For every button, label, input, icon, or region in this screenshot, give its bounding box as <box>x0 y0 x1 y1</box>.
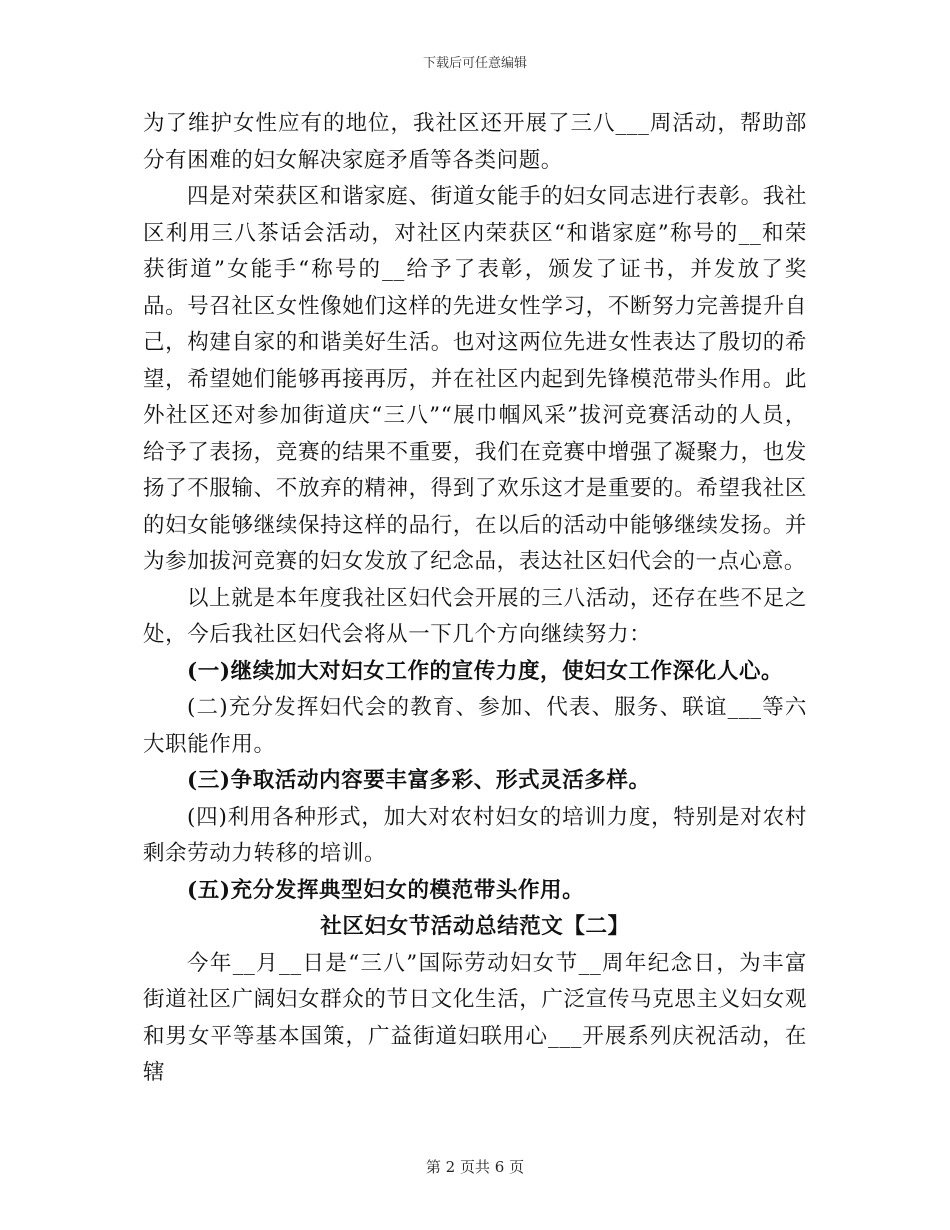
list-item-bold: (一)继续加大对妇女工作的宣传力度，使妇女工作深化人心。 <box>187 658 784 684</box>
list-item: (四)利用各种形式，加大对农村妇女的培训力度，特别是对农村剩余劳动力转移的培训。 <box>143 804 807 866</box>
paragraph: 今年__月__日是“三八”国际劳动妇女节__周年纪念日，为丰富街道社区广阔妇女群众的节日文化生活，广泛宣传马克思主义妇女观和男女平等基本国策，广益街道妇联用心___开展系列庆祝活动，在辖 <box>143 950 807 1085</box>
paragraph: 为了维护女性应有的地位，我社区还开展了三八___周活动，帮助部分有困难的妇女解决家庭矛盾等各类问题。 <box>143 111 807 173</box>
list-item: (二)充分发挥妇代会的教育、参加、代表、服务、联谊___等六大职能作用。 <box>143 695 807 757</box>
list-item-bold: (五)充分发挥典型妇女的模范带头作用。 <box>187 877 585 903</box>
document-body <box>143 106 807 1092</box>
page-footer: 第 2 页共 6 页 <box>425 1158 525 1176</box>
paragraph: 以上就是本年度我社区妇代会开展的三八活动，还存在些不足之处，今后我社区妇代会将从一下几个方向继续努力： <box>143 585 807 647</box>
page-header: 下载后可任意编辑 <box>422 56 527 71</box>
section-title: 社区妇女节活动总结范文【二】 <box>320 914 630 939</box>
list-item-bold: (三)争取活动内容要丰富多彩、形式灵活多样。 <box>187 768 651 793</box>
paragraph: 四是对荣获区和谐家庭、街道女能手的妇女同志进行表彰。我社区利用三八茶话会活动，对社区内荣获区“和谐家庭”称号的__和荣获街道”女能手“称号的__给予了表彰，颁发了证书，并发放了奖品。号召社区女性像她们这样的先进女性学习，不断努力完善提升自己，构建自家的和谐美好生活。也对这两位先进女性表达了殷切的希望，希望她们能够再接再厉，并在社区内起到先锋模范带头作用。此外社区还对参加街道庆“三八”“展巾帼风采”拔河竞赛活动的人员，给予了表扬，竞赛的结果不重要，我们在竞赛中增强了凝聚力，也发扬了不服输、不放弃的精神，得到了欢乐这才是重要的。希望我社区的妇女能够继续保持这样的品行，在以后的活动中能够继续发扬。并为参加拔河竞赛的妇女发放了纪念品，表达社区妇代会的一点心意。 <box>143 184 807 574</box>
